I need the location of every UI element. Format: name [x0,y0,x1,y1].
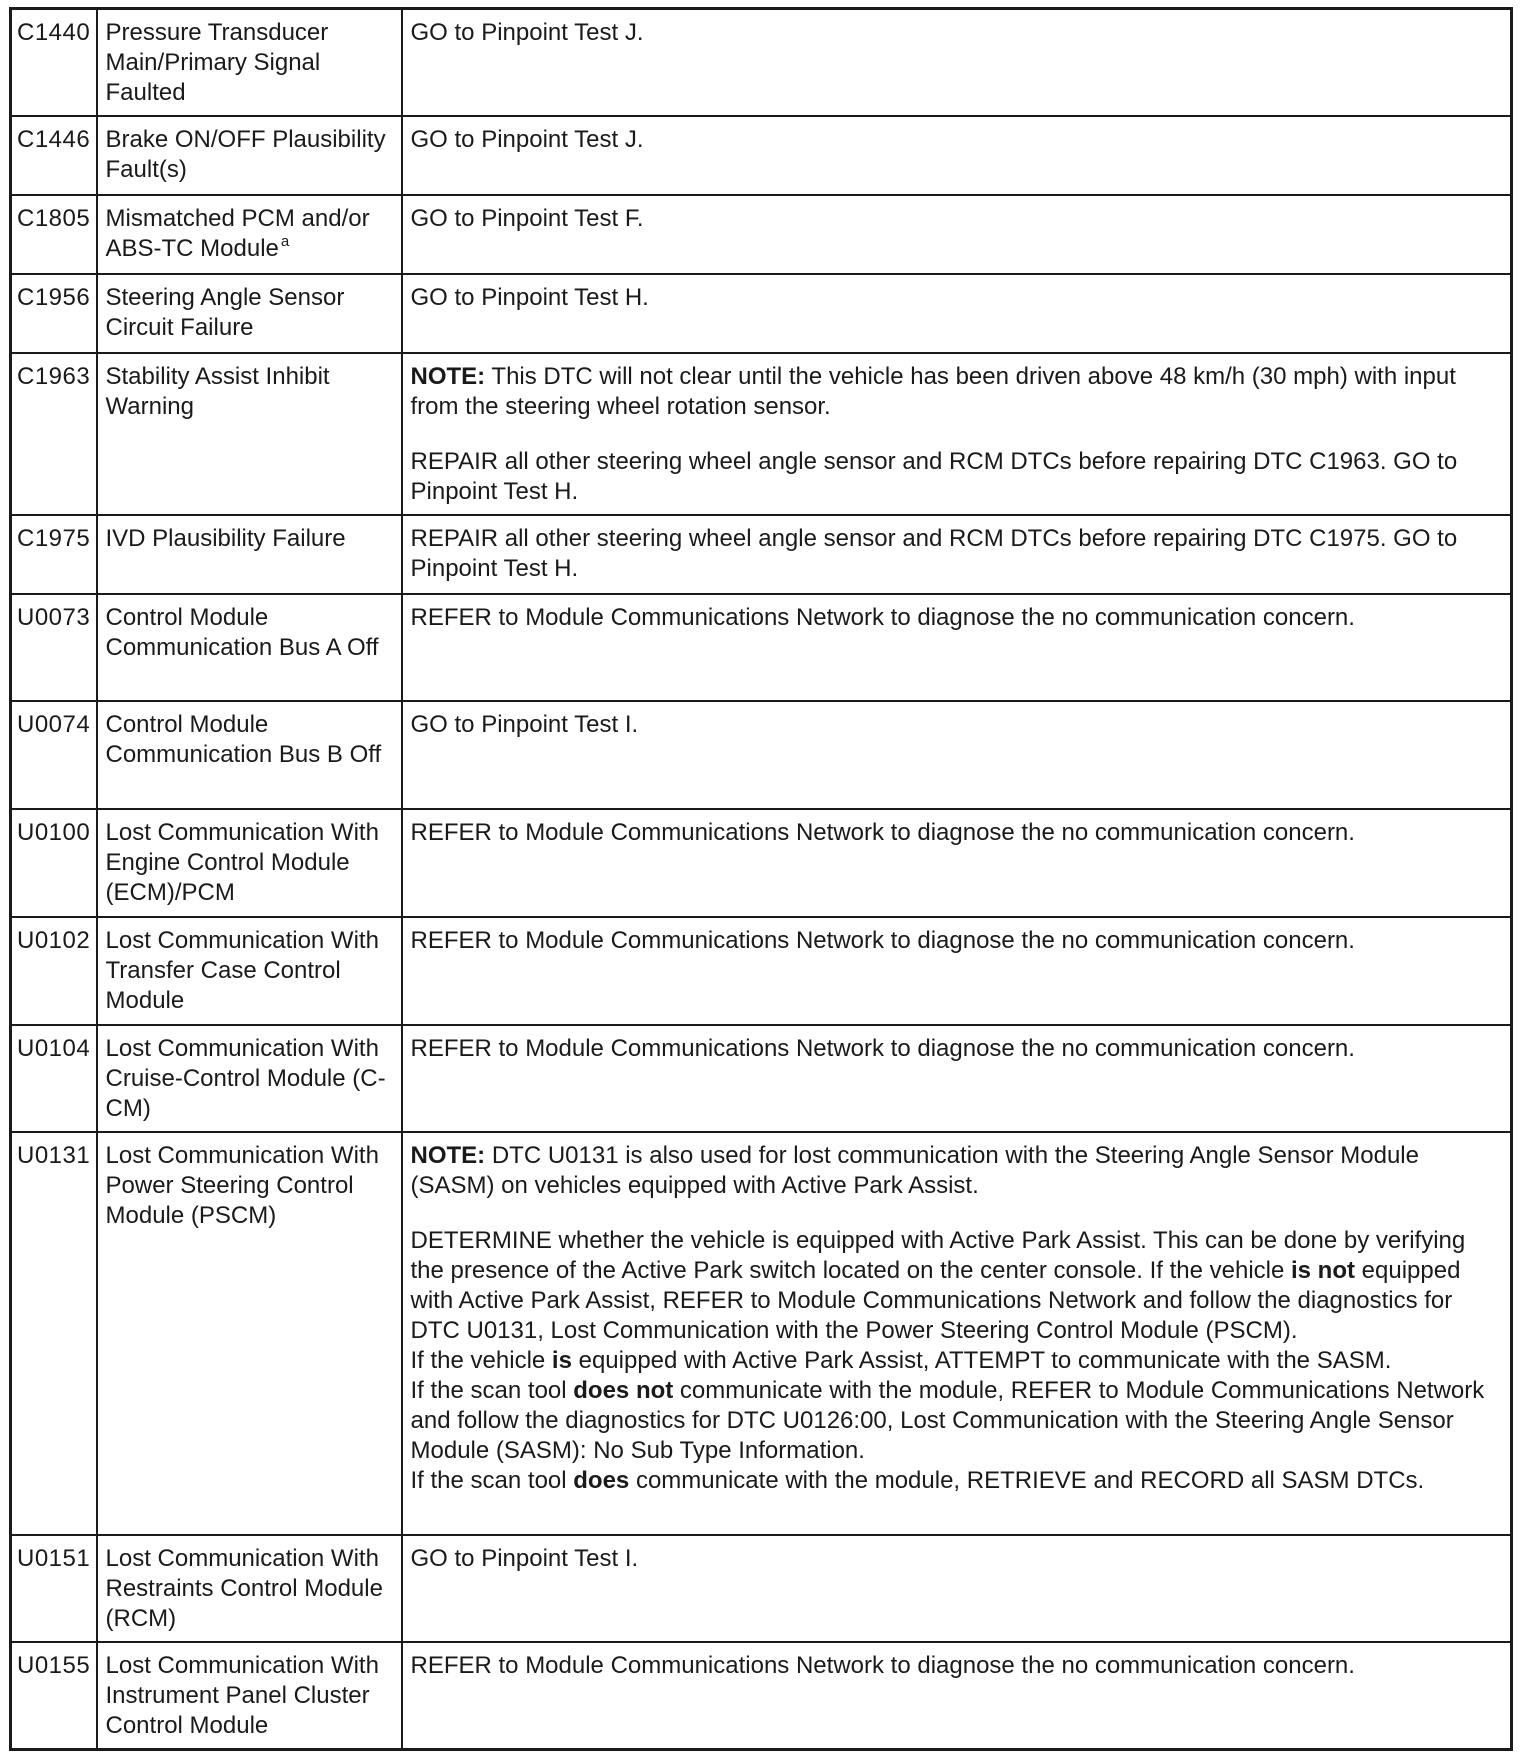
dtc-description-text: Mismatched PCM and/or ABS-TC Module [105,205,370,262]
dtc-description-cell: IVD Plausibility Failure [97,515,402,594]
table-row [11,809,1512,917]
dtc-code-cell: C1805 [11,195,97,274]
determine-text-cont: equipped with Active Park Assist, REFER to Module Communications Network and follow the diagnostics for DTC U0131, Lost Communication with the Power Steering Control Module (PSCM). [410,1257,1461,1344]
dtc-code-cell: U0104 [11,1025,97,1132]
table-row [11,9,1512,117]
dtc-code-cell: U0073 [11,594,97,701]
scan2-emphasis: does [573,1467,630,1494]
dtc-code-cell: U0102 [11,917,97,1025]
dtc-action-cell [402,353,1512,515]
dtc-code-cell: U0151 [11,1535,97,1642]
dtc-code-cell: C1963 [11,353,97,515]
dtc-description-cell: Control Module Communication Bus A Off [97,594,402,701]
table-row [11,917,1512,1025]
dtc-action-cell: REFER to Module Communications Network to diagnose the no communication concern. [402,1642,1512,1750]
action-paragraph: REPAIR all other steering wheel angle sensor and RCM DTCs before repairing DTC C1963. GO to Pinpoint Test H. [410,448,1458,505]
table-row [11,353,1512,515]
table-row [11,1025,1512,1132]
dtc-description-cell: Lost Communication With Instrument Panel Cluster Control Module [97,1642,402,1750]
attempt-emphasis: is [551,1347,572,1374]
dtc-code-cell: U0131 [11,1132,97,1535]
note-paragraph [411,362,1505,422]
attempt-text: If the vehicle [410,1347,552,1374]
note-text: DTC U0131 is also used for lost communication with the Steering Angle Sensor Module (SASM) on vehicles equipped with Active Park Assist. [410,1142,1419,1199]
note-paragraph [411,1141,1505,1201]
determine-text: DETERMINE whether the vehicle is equipped with Active Park Assist. This can be done by verifying the presence of the Active Park switch located on the center console. If the vehicle [410,1227,1466,1284]
attempt-step [411,1346,1505,1376]
dtc-action-cell: REPAIR all other steering wheel angle sensor and RCM DTCs before repairing DTC C1975. GO to Pinpoint Test H. [402,515,1512,594]
dtc-code-cell: U0100 [11,809,97,917]
dtc-action-cell: REFER to Module Communications Network to diagnose the no communication concern. [402,1025,1512,1132]
dtc-action-cell: REFER to Module Communications Network to diagnose the no communication concern. [402,809,1512,917]
scan2-text: If the scan tool [410,1467,574,1494]
dtc-code-cell: C1440 [11,9,97,117]
footnote-marker: a [280,233,290,250]
dtc-description-cell: Lost Communication With Restraints Control Module (RCM) [97,1535,402,1642]
dtc-description-cell: Stability Assist Inhibit Warning [97,353,402,515]
dtc-description-cell: Lost Communication With Cruise-Control Module (C-CM) [97,1025,402,1132]
scan1-emphasis: does not [573,1377,674,1404]
dtc-action-cell: GO to Pinpoint Test I. [402,1535,1512,1642]
dtc-description-cell: Control Module Communication Bus B Off [97,701,402,809]
dtc-description-cell: Lost Communication With Power Steering Control Module (PSCM) [97,1132,402,1535]
dtc-action-cell: GO to Pinpoint Test H. [402,274,1512,353]
dtc-code-cell: C1956 [11,274,97,353]
determine-emphasis: is not [1291,1257,1355,1284]
dtc-table [9,7,1513,1751]
dtc-code-cell: U0074 [11,701,97,809]
dtc-action-cell: REFER to Module Communications Network to diagnose the no communication concern. [402,594,1512,701]
dtc-description-cell: Steering Angle Sensor Circuit Failure [97,274,402,353]
dtc-description-cell: Pressure Transducer Main/Primary Signal Faulted [97,9,402,117]
scan1-text: If the scan tool [410,1377,574,1404]
table-row [11,1535,1512,1642]
dtc-action-cell: GO to Pinpoint Test J. [402,116,1512,195]
table-row [11,274,1512,353]
dtc-code-cell: U0155 [11,1642,97,1750]
dtc-action-cell: REFER to Module Communications Network to diagnose the no communication concern. [402,917,1512,1025]
note-label: NOTE: [410,1142,486,1169]
dtc-description-cell: Lost Communication With Engine Control Module (ECM)/PCM [97,809,402,917]
dtc-code-cell: C1446 [11,116,97,195]
table-row [11,195,1512,274]
scan2-text-cont: communicate with the module, RETRIEVE and RECORD all SASM DTCs. [629,1467,1425,1494]
scan1-text-cont: communicate with the module, REFER to Module Communications Network and follow the diagnostics for DTC U0126:00, Lost Communication with the Steering Angle Sensor Module (SASM): No Sub Type Information. [410,1377,1485,1464]
table-row [11,116,1512,195]
dtc-description-cell [97,195,402,274]
table-row [11,1642,1512,1750]
dtc-code-cell: C1975 [11,515,97,594]
determine-step [411,1226,1505,1346]
scan-communicate-step [411,1466,1505,1496]
note-label: NOTE: [410,363,486,390]
attempt-text-cont: equipped with Active Park Assist, ATTEMPT to communicate with the SASM. [571,1347,1392,1374]
table-row [11,594,1512,701]
action-paragraph [411,1226,1505,1496]
dtc-action-cell: GO to Pinpoint Test I. [402,701,1512,809]
table-row [11,1132,1512,1535]
note-text: This DTC will not clear until the vehicle has been driven above 48 km/h (30 mph) with input from the steering wheel rotation sensor. [410,363,1456,420]
scan-not-communicate-step [411,1376,1505,1466]
table-row [11,701,1512,809]
table-row [11,515,1512,594]
dtc-action-cell: GO to Pinpoint Test J. [402,9,1512,117]
dtc-description-cell: Lost Communication With Transfer Case Control Module [97,917,402,1025]
dtc-action-cell: GO to Pinpoint Test F. [402,195,1512,274]
dtc-action-cell [402,1132,1512,1535]
dtc-description-cell: Brake ON/OFF Plausibility Fault(s) [97,116,402,195]
